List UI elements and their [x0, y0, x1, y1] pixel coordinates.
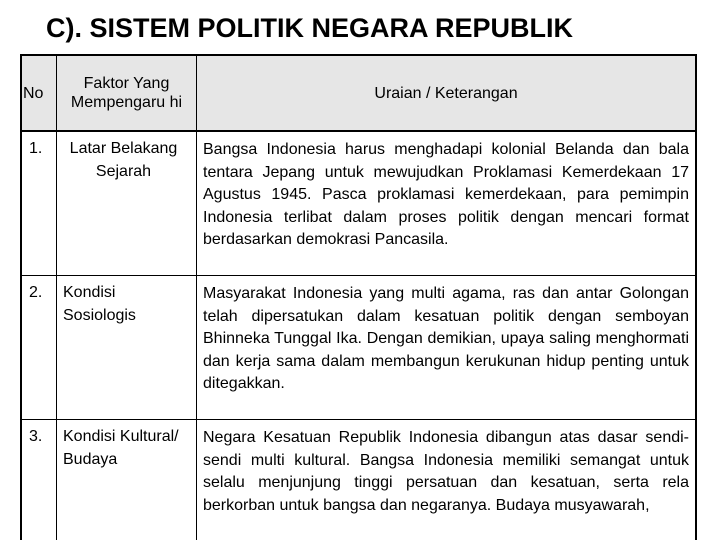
row-number: 1.: [22, 132, 57, 275]
header-factor: Faktor Yang Mempengaru hi: [57, 56, 197, 130]
slide-title: C). SISTEM POLITIK NEGARA REPUBLIK: [46, 13, 574, 43]
row-number: 3.: [22, 420, 57, 540]
table-row: [22, 420, 695, 540]
political-factors-table: [20, 54, 697, 540]
row-number: 2.: [22, 276, 57, 419]
table-header-row: [22, 56, 695, 132]
row-description: Masyarakat Indonesia yang multi agama, ras dan antar Golongan telah dipersatukan dalam kesatuan politik dengan semboyan Bhinneka Tunggal Ika. Dengan demikian, upaya saling menghormati dan kerja sama dalam membangun kerukunan hidup penting untuk ditegakkan.: [203, 285, 689, 392]
header-no: No: [22, 56, 57, 130]
header-description: Uraian / Keterangan: [374, 84, 518, 102]
table-row: [22, 276, 695, 420]
row-factor: Latar Belakang Sejarah: [57, 132, 197, 275]
row-factor: Kondisi Sosiologis: [57, 276, 197, 419]
row-description: Negara Kesatuan Republik Indonesia dibangun atas dasar sendi-sendi multi kultural. Bangsa Indonesia memiliki semangat untuk selalu menjunjung tinggi persatuan dan kesatuan, serta rela berkorban untuk bangsa dan negaranya. Budaya musyawarah,: [203, 429, 689, 514]
table-row: [22, 132, 695, 276]
row-factor: Kondisi Kultural/ Budaya: [57, 420, 197, 540]
row-description: Bangsa Indonesia harus menghadapi kolonial Belanda dan bala tentara Jepang untuk mewujudkan Proklamasi Kemerdekaan 17 Agustus 1945. Pasca proklamasi kemerdekaan, para pemimpin Indonesia terlibat dalam proses politik dengan mencari format berdasarkan demokrasi Pancasila.: [203, 141, 689, 248]
